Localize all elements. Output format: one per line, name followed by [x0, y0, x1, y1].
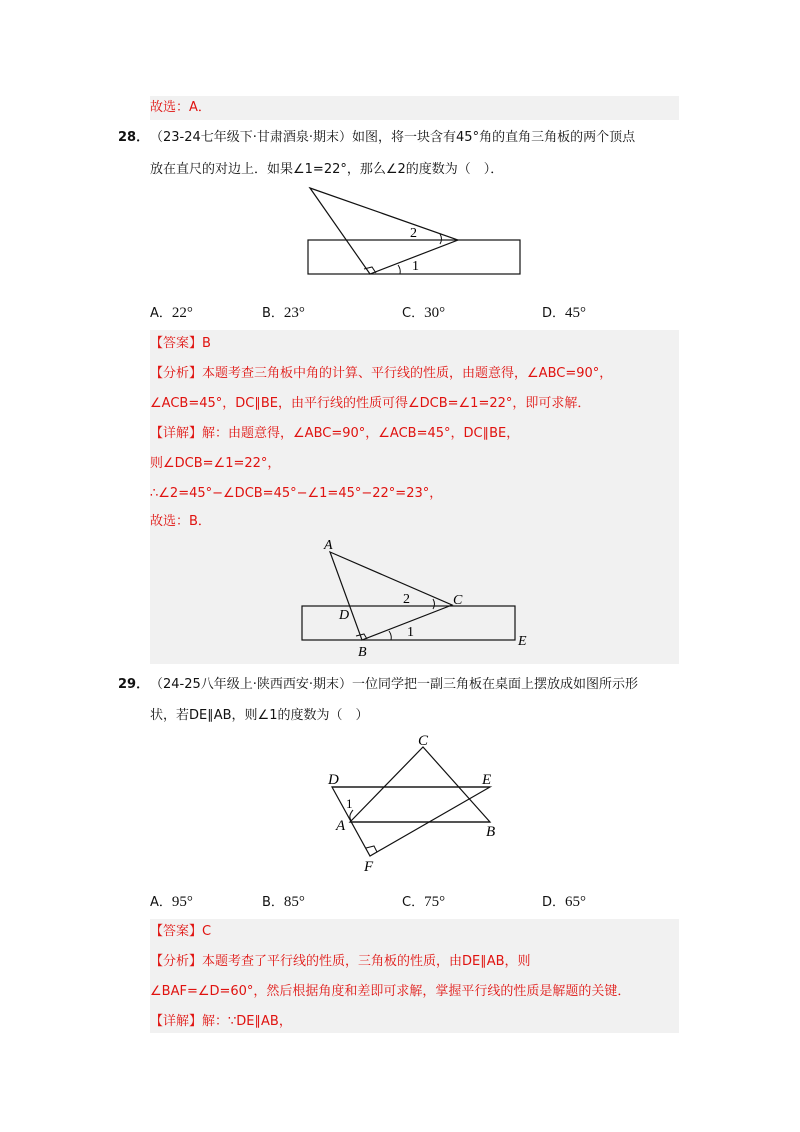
- q28-option-a-letter: A．: [150, 306, 172, 321]
- q29-analysis-text1: 本题考查了平行线的性质，三角板的性质，由DE∥AB，则: [202, 954, 531, 969]
- q28-solution-figure: [295, 535, 535, 660]
- label-A: A: [324, 538, 333, 553]
- q29-answer-line: [150, 922, 211, 942]
- solution-angle1-label: 1: [407, 625, 414, 640]
- q28-option-b[interactable]: [262, 302, 305, 322]
- q29-option-b[interactable]: [262, 891, 305, 911]
- q28-option-c-letter: C．: [402, 306, 425, 321]
- q28-option-c-value: 30°: [424, 305, 446, 321]
- q29-option-d-letter: D．: [542, 895, 566, 910]
- solution-angle2-label: 2: [403, 592, 410, 607]
- solution-angle1-arc: [389, 631, 391, 640]
- q28-answer-tag: 【答案】: [150, 336, 203, 351]
- q28-option-d-value: 45°: [565, 305, 587, 321]
- prev-answer-box: [150, 96, 679, 120]
- q28-detail-line2: 则∠DCB=∠1=22°，: [150, 456, 281, 471]
- q29-option-c[interactable]: [402, 891, 445, 911]
- q28-option-a[interactable]: [150, 302, 193, 322]
- solution-angle2-arc: [433, 599, 435, 609]
- q28-option-d-letter: D．: [542, 306, 566, 321]
- q28-answer-line: [150, 334, 211, 354]
- angle1-arc: [398, 265, 400, 274]
- prev-answer-text: 故选：A．: [150, 100, 211, 115]
- q28-detail-line4: 故选：B．: [150, 514, 211, 529]
- q28-stem-line2: 放在直尺的对边上．如果∠1=22°，那么∠2的度数为（ ）．: [150, 162, 504, 177]
- q29-angle1-arc: [350, 810, 353, 820]
- label-B: B: [358, 645, 367, 660]
- angle2-arc: [440, 234, 442, 244]
- triangle-ACB: [350, 747, 490, 822]
- q29-option-d-value: 65°: [565, 894, 587, 910]
- q28-stem-line1: （23-24七年级下·甘肃酒泉·期末）如图，将一块含有45°角的直角三角板的两个顶点: [150, 130, 636, 145]
- q29-option-c-letter: C．: [402, 895, 425, 910]
- label-D: D: [339, 608, 350, 623]
- q29-option-a-letter: A．: [150, 895, 172, 910]
- q28-number: 28．: [118, 130, 150, 145]
- q29-option-b-letter: B．: [262, 895, 284, 910]
- q28-analysis-tag: 【分析】: [150, 366, 203, 381]
- q29-detail-tag: 【详解】: [150, 1014, 203, 1029]
- q29-option-c-value: 75°: [424, 894, 446, 910]
- q29-stem-line2: 状，若DE∥AB，则∠1的度数为（ ）: [150, 708, 369, 723]
- q29-angle1-label: 1: [346, 796, 353, 811]
- q28-option-c[interactable]: [402, 302, 445, 322]
- q29-label-F: F: [364, 859, 374, 874]
- q29-option-a[interactable]: [150, 891, 193, 911]
- q29-detail-line1: [150, 1012, 292, 1032]
- q29-analysis-tag: 【分析】: [150, 954, 203, 969]
- q29-analysis-line2: ∠BAF=∠D=60°，然后根据角度和差即可求解，掌握平行线的性质是解题的关键．: [150, 984, 631, 999]
- q28-detail-line3: ∴∠2=45°−∠DCB=45°−∠1=45°−22°=23°，: [150, 486, 443, 501]
- q29-label-D: D: [328, 772, 339, 788]
- q29-detail-text1: 解：∵DE∥AB，: [202, 1014, 292, 1029]
- q29-option-a-value: 95°: [171, 894, 193, 910]
- label-C: C: [453, 593, 463, 608]
- q29-answer-value: C: [202, 924, 212, 939]
- q29-answer-tag: 【答案】: [150, 924, 203, 939]
- label-E: E: [518, 634, 527, 649]
- q28-option-b-letter: B．: [262, 306, 284, 321]
- q28-analysis-line2: ∠ACB=45°，DC∥BE，由平行线的性质可得∠DCB=∠1=22°，即可求解．: [150, 396, 591, 411]
- q28-analysis-text1: 本题考查三角板中角的计算、平行线的性质，由题意得，∠ABC=90°，: [202, 366, 613, 381]
- q28-detail-line1: [150, 424, 519, 444]
- q29-figure: [320, 732, 520, 874]
- q29-analysis-line1: [150, 952, 531, 972]
- set-square: [310, 188, 458, 274]
- q28-detail-tag: 【详解】: [150, 426, 203, 441]
- q28-option-d[interactable]: [542, 302, 586, 322]
- angle2-label: 2: [410, 226, 417, 241]
- q29-option-b-value: 85°: [283, 894, 305, 910]
- q29-option-d[interactable]: [542, 891, 586, 911]
- q28-figure: [300, 185, 530, 280]
- angle1-label: 1: [412, 259, 419, 274]
- q29-label-A: A: [336, 818, 346, 834]
- q28-answer-value: B: [202, 336, 211, 351]
- q29-stem-line1: （24-25八年级上·陕西西安·期末）一位同学把一副三角板在桌面上摆放成如图所示形: [150, 677, 639, 692]
- q29-label-E: E: [482, 772, 492, 788]
- q28-detail-text1: 解：由题意得，∠ABC=90°，∠ACB=45°，DC∥BE，: [202, 426, 520, 441]
- q28-option-a-value: 22°: [171, 305, 193, 321]
- q29-label-B: B: [486, 824, 496, 840]
- solution-set-square: [330, 552, 452, 640]
- q28-analysis-line1: [150, 364, 612, 384]
- q29-number: 29．: [118, 677, 150, 692]
- q28-option-b-value: 23°: [283, 305, 305, 321]
- q29-label-C: C: [418, 733, 429, 749]
